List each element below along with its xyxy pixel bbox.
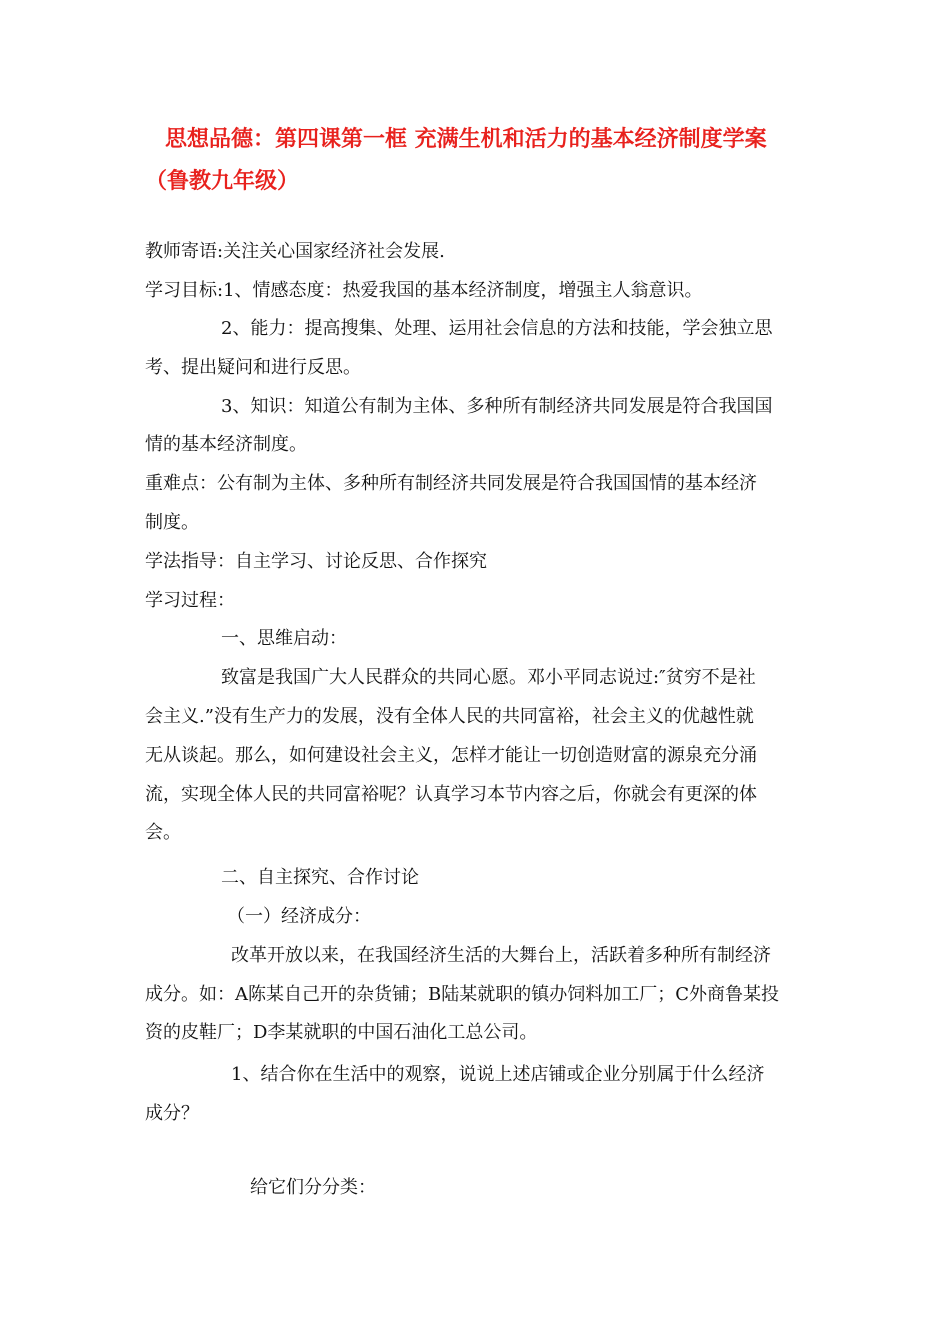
paragraph-line: 成分。如：A陈某自己开的杂货铺；B陆某就职的镇办饲料加工厂；C外商鲁某投 [145,984,779,1005]
question-1-cont: 成分？ [145,1103,199,1124]
key-points: 重难点：公有制为主体、多种所有制经济共同发展是符合我国国情的基本经济 [145,473,757,494]
learning-goals: 学习目标:1、情感态度：热爱我国的基本经济制度，增强主人翁意识。 [145,280,703,301]
title-line-2: （鲁教九年级） [145,169,300,194]
learning-process-heading: 学习过程： [145,590,235,611]
classify-prompt: 给它们分分类： [250,1177,376,1198]
question-1: 1、结合你在生活中的观察，说说上述店铺或企业分别属于什么经济 [231,1064,765,1085]
paragraph-line: 改革开放以来，在我国经济生活的大舞台上，活跃着多种所有制经济 [231,945,771,966]
paragraph-line: 资的皮鞋厂；D李某就职的中国石油化工总公司。 [145,1022,538,1043]
key-points-cont: 制度。 [145,512,199,533]
paragraph-line: 致富是我国广大人民群众的共同心愿。邓小平同志说过:″贫穷不是社 [221,667,756,688]
title-line-1: 思想品德：第四课第一框 充满生机和活力的基本经济制度学案 [165,127,767,152]
paragraph-line: 会主义.”没有生产力的发展，没有全体人民的共同富裕，社会主义的优越性就 [145,706,754,727]
teacher-message: 教师寄语:关注关心国家经济社会发展. [145,241,445,262]
section-one-heading: 一、思维启动： [221,628,347,649]
section-two-heading: 二、自主探究、合作讨论 [221,867,419,888]
paragraph-line: 流，实现全体人民的共同富裕呢？认真学习本节内容之后，你就会有更深的体 [145,784,757,805]
goal-ability: 2、能力：提高搜集、处理、运用社会信息的方法和技能，学会独立思 [221,318,773,339]
paragraph-line: 无从谈起。那么，如何建设社会主义，怎样才能让一切创造财富的源泉充分涌 [145,745,757,766]
document-title [145,118,810,204]
subsection-heading: （一）经济成分： [227,906,371,927]
study-method: 学法指导：自主学习、讨论反思、合作探究 [145,551,487,572]
goal-ability-cont: 考、提出疑问和进行反思。 [145,357,361,378]
goal-knowledge: 3、知识：知道公有制为主体、多种所有制经济共同发展是符合我国国 [221,396,773,417]
goal-knowledge-cont: 情的基本经济制度。 [145,434,307,455]
paragraph-line: 会。 [145,822,181,843]
